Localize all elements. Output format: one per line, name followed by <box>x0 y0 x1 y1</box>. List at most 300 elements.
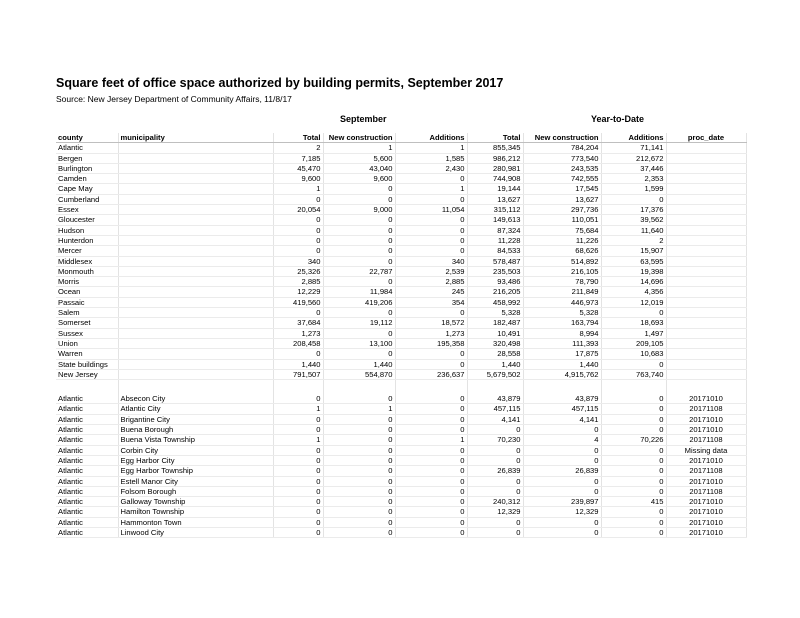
ytd-additions-cell: 19,398 <box>601 266 666 276</box>
ytd-additions-cell: 70,226 <box>601 435 666 445</box>
ytd-new-construction-cell: 12,329 <box>523 507 601 517</box>
county-row <box>56 266 746 276</box>
municipality-cell <box>118 287 273 297</box>
proc-date-cell <box>666 256 746 266</box>
spacer-cell <box>601 380 666 395</box>
sep-total-cell: 9,600 <box>273 174 323 184</box>
municipality-row <box>56 455 746 465</box>
sep-total-cell: 37,684 <box>273 318 323 328</box>
sep-new-construction-cell: 0 <box>323 328 395 338</box>
ytd-new-construction-cell: 26,839 <box>523 466 601 476</box>
county-cell: Burlington <box>56 163 118 173</box>
proc-date-cell <box>666 215 746 225</box>
sep-total-cell: 0 <box>273 414 323 424</box>
spacer-cell <box>395 380 467 395</box>
sep-additions-cell: 0 <box>395 517 467 527</box>
municipality-cell: Linwood City <box>118 527 273 537</box>
col-sep-additions: Additions <box>395 133 467 143</box>
municipality-cell: Atlantic City <box>118 404 273 414</box>
sep-new-construction-cell: 0 <box>323 486 395 496</box>
ytd-additions-cell: 0 <box>601 466 666 476</box>
municipality-row <box>56 414 746 424</box>
sep-total-cell: 0 <box>273 349 323 359</box>
municipality-cell <box>118 194 273 204</box>
county-cell: Atlantic <box>56 497 118 507</box>
sep-total-cell: 20,054 <box>273 205 323 215</box>
sep-additions-cell: 0 <box>395 215 467 225</box>
col-ytd-additions: Additions <box>601 133 666 143</box>
sep-additions-cell: 0 <box>395 497 467 507</box>
sep-total-cell: 0 <box>273 225 323 235</box>
county-cell: Atlantic <box>56 425 118 435</box>
county-row <box>56 174 746 184</box>
sep-total-cell: 1 <box>273 404 323 414</box>
ytd-total-cell: 315,112 <box>467 205 523 215</box>
sep-total-cell: 0 <box>273 394 323 404</box>
sep-additions-cell: 0 <box>395 246 467 256</box>
proc-date-cell: 20171108 <box>666 466 746 476</box>
ytd-total-cell: 0 <box>467 517 523 527</box>
ytd-additions-cell: 415 <box>601 497 666 507</box>
sep-additions-cell: 0 <box>395 466 467 476</box>
municipality-cell <box>118 225 273 235</box>
sep-additions-cell: 2,539 <box>395 266 467 276</box>
ytd-new-construction-cell: 243,535 <box>523 163 601 173</box>
sep-additions-cell: 236,637 <box>395 369 467 379</box>
municipality-cell: Hammonton Town <box>118 517 273 527</box>
municipality-cell <box>118 163 273 173</box>
ytd-new-construction-cell: 1,440 <box>523 359 601 369</box>
county-cell: New Jersey <box>56 369 118 379</box>
county-row <box>56 143 746 153</box>
ytd-additions-cell: 212,672 <box>601 153 666 163</box>
ytd-new-construction-cell: 13,627 <box>523 194 601 204</box>
county-cell: Morris <box>56 277 118 287</box>
sep-additions-cell: 1,585 <box>395 153 467 163</box>
proc-date-cell: 20171010 <box>666 476 746 486</box>
sep-new-construction-cell: 11,984 <box>323 287 395 297</box>
ytd-new-construction-cell: 4,915,762 <box>523 369 601 379</box>
sep-additions-cell: 0 <box>395 194 467 204</box>
county-cell: Atlantic <box>56 486 118 496</box>
municipality-cell: Buena Borough <box>118 425 273 435</box>
sep-new-construction-cell: 0 <box>323 225 395 235</box>
sep-additions-cell: 1,273 <box>395 328 467 338</box>
sep-total-cell: 0 <box>273 246 323 256</box>
sep-new-construction-cell: 0 <box>323 246 395 256</box>
sep-total-cell: 0 <box>273 466 323 476</box>
sep-new-construction-cell: 0 <box>323 235 395 245</box>
sep-total-cell: 791,507 <box>273 369 323 379</box>
spacer-cell <box>118 380 273 395</box>
sep-total-cell: 7,185 <box>273 153 323 163</box>
county-cell: Cumberland <box>56 194 118 204</box>
group-header-ytd: Year-to-Date <box>591 114 645 124</box>
municipality-cell: Absecon City <box>118 394 273 404</box>
ytd-new-construction-cell: 216,105 <box>523 266 601 276</box>
proc-date-cell: 20171010 <box>666 394 746 404</box>
sep-total-cell: 0 <box>273 497 323 507</box>
ytd-additions-cell: 2 <box>601 235 666 245</box>
municipality-row <box>56 486 746 496</box>
ytd-total-cell: 0 <box>467 486 523 496</box>
municipality-row <box>56 476 746 486</box>
municipality-row <box>56 445 746 455</box>
sep-additions-cell: 1 <box>395 143 467 153</box>
county-cell: Somerset <box>56 318 118 328</box>
sep-new-construction-cell: 0 <box>323 425 395 435</box>
municipality-cell <box>118 369 273 379</box>
sep-additions-cell: 245 <box>395 287 467 297</box>
ytd-additions-cell: 14,696 <box>601 277 666 287</box>
ytd-total-cell: 578,487 <box>467 256 523 266</box>
sep-total-cell: 1 <box>273 435 323 445</box>
ytd-new-construction-cell: 68,626 <box>523 246 601 256</box>
county-row <box>56 328 746 338</box>
ytd-total-cell: 1,440 <box>467 359 523 369</box>
municipality-cell <box>118 153 273 163</box>
county-cell: Gloucester <box>56 215 118 225</box>
sep-total-cell: 0 <box>273 486 323 496</box>
ytd-new-construction-cell: 0 <box>523 476 601 486</box>
report-title: Square feet of office space authorized by building permits, September 2017 <box>56 76 504 90</box>
proc-date-cell <box>666 359 746 369</box>
ytd-additions-cell: 0 <box>601 476 666 486</box>
county-cell: Cape May <box>56 184 118 194</box>
proc-date-cell: 20171010 <box>666 455 746 465</box>
proc-date-cell <box>666 369 746 379</box>
county-cell: Warren <box>56 349 118 359</box>
ytd-new-construction-cell: 17,875 <box>523 349 601 359</box>
ytd-new-construction-cell: 17,545 <box>523 184 601 194</box>
sep-new-construction-cell: 0 <box>323 215 395 225</box>
ytd-total-cell: 5,328 <box>467 308 523 318</box>
county-cell: Atlantic <box>56 517 118 527</box>
proc-date-cell <box>666 153 746 163</box>
county-row <box>56 349 746 359</box>
ytd-additions-cell: 1,497 <box>601 328 666 338</box>
ytd-new-construction-cell: 211,849 <box>523 287 601 297</box>
sep-new-construction-cell: 0 <box>323 349 395 359</box>
ytd-additions-cell: 0 <box>601 507 666 517</box>
header-row <box>56 133 746 143</box>
ytd-new-construction-cell: 457,115 <box>523 404 601 414</box>
county-cell: Union <box>56 338 118 348</box>
ytd-additions-cell: 10,683 <box>601 349 666 359</box>
proc-date-cell: 20171010 <box>666 507 746 517</box>
municipality-cell <box>118 266 273 276</box>
municipality-cell <box>118 143 273 153</box>
sep-additions-cell: 0 <box>395 476 467 486</box>
proc-date-cell <box>666 287 746 297</box>
municipality-cell <box>118 246 273 256</box>
sep-total-cell: 0 <box>273 507 323 517</box>
municipality-row <box>56 527 746 537</box>
county-row <box>56 318 746 328</box>
col-sep-total: Total <box>273 133 323 143</box>
sep-additions-cell: 2,885 <box>395 277 467 287</box>
ytd-additions-cell: 0 <box>601 359 666 369</box>
sep-total-cell: 1 <box>273 184 323 194</box>
municipality-cell <box>118 277 273 287</box>
sep-new-construction-cell: 0 <box>323 455 395 465</box>
ytd-new-construction-cell: 0 <box>523 517 601 527</box>
sep-new-construction-cell: 0 <box>323 445 395 455</box>
sep-new-construction-cell: 0 <box>323 184 395 194</box>
sep-total-cell: 2,885 <box>273 277 323 287</box>
ytd-new-construction-cell: 43,879 <box>523 394 601 404</box>
spacer-cell <box>273 380 323 395</box>
county-row <box>56 287 746 297</box>
county-row <box>56 215 746 225</box>
municipality-row <box>56 394 746 404</box>
sep-new-construction-cell: 0 <box>323 527 395 537</box>
municipality-cell <box>118 328 273 338</box>
proc-date-cell: 20171010 <box>666 425 746 435</box>
municipality-cell: Galloway Township <box>118 497 273 507</box>
county-row <box>56 225 746 235</box>
sep-new-construction-cell: 419,206 <box>323 297 395 307</box>
sep-total-cell: 0 <box>273 215 323 225</box>
ytd-additions-cell: 0 <box>601 445 666 455</box>
sep-new-construction-cell: 0 <box>323 517 395 527</box>
ytd-total-cell: 457,115 <box>467 404 523 414</box>
ytd-new-construction-cell: 0 <box>523 425 601 435</box>
source-note: Source: New Jersey Department of Community Affairs, 11/8/17 <box>56 94 292 104</box>
proc-date-cell <box>666 194 746 204</box>
sep-total-cell: 419,560 <box>273 297 323 307</box>
sep-new-construction-cell: 0 <box>323 277 395 287</box>
permits-table <box>56 133 747 538</box>
ytd-total-cell: 4,141 <box>467 414 523 424</box>
county-cell: Bergen <box>56 153 118 163</box>
sep-total-cell: 0 <box>273 517 323 527</box>
county-cell: Monmouth <box>56 266 118 276</box>
proc-date-cell <box>666 184 746 194</box>
ytd-total-cell: 11,228 <box>467 235 523 245</box>
ytd-new-construction-cell: 784,204 <box>523 143 601 153</box>
proc-date-cell: 20171010 <box>666 527 746 537</box>
ytd-total-cell: 235,503 <box>467 266 523 276</box>
county-row <box>56 235 746 245</box>
municipality-cell: Folsom Borough <box>118 486 273 496</box>
proc-date-cell: 20171010 <box>666 414 746 424</box>
sep-new-construction-cell: 1 <box>323 143 395 153</box>
county-cell: Passaic <box>56 297 118 307</box>
ytd-additions-cell: 0 <box>601 194 666 204</box>
col-county: county <box>56 133 118 143</box>
sep-new-construction-cell: 0 <box>323 476 395 486</box>
county-cell: Hudson <box>56 225 118 235</box>
ytd-new-construction-cell: 514,892 <box>523 256 601 266</box>
sep-additions-cell: 0 <box>395 349 467 359</box>
municipality-cell <box>118 256 273 266</box>
sep-additions-cell: 0 <box>395 359 467 369</box>
county-cell: Atlantic <box>56 455 118 465</box>
sep-additions-cell: 340 <box>395 256 467 266</box>
ytd-total-cell: 280,981 <box>467 163 523 173</box>
county-cell: Ocean <box>56 287 118 297</box>
sep-new-construction-cell: 13,100 <box>323 338 395 348</box>
col-municipality: municipality <box>118 133 273 143</box>
county-row <box>56 359 746 369</box>
municipality-cell <box>118 215 273 225</box>
sep-additions-cell: 0 <box>395 414 467 424</box>
ytd-additions-cell: 1,599 <box>601 184 666 194</box>
sep-additions-cell: 0 <box>395 174 467 184</box>
ytd-total-cell: 320,498 <box>467 338 523 348</box>
spacer-cell <box>467 380 523 395</box>
sep-total-cell: 0 <box>273 476 323 486</box>
county-cell: Essex <box>56 205 118 215</box>
sep-additions-cell: 0 <box>395 404 467 414</box>
ytd-total-cell: 0 <box>467 425 523 435</box>
sep-new-construction-cell: 9,600 <box>323 174 395 184</box>
county-cell: Atlantic <box>56 466 118 476</box>
col-proc-date: proc_date <box>666 133 746 143</box>
county-cell: Atlantic <box>56 507 118 517</box>
sep-total-cell: 25,326 <box>273 266 323 276</box>
sep-new-construction-cell: 5,600 <box>323 153 395 163</box>
ytd-total-cell: 13,627 <box>467 194 523 204</box>
proc-date-cell: 20171010 <box>666 497 746 507</box>
county-cell: Mercer <box>56 246 118 256</box>
county-cell: Atlantic <box>56 404 118 414</box>
sep-additions-cell: 1 <box>395 435 467 445</box>
ytd-additions-cell: 0 <box>601 414 666 424</box>
sep-additions-cell: 0 <box>395 527 467 537</box>
ytd-additions-cell: 15,907 <box>601 246 666 256</box>
sep-new-construction-cell: 0 <box>323 308 395 318</box>
ytd-new-construction-cell: 163,794 <box>523 318 601 328</box>
municipality-cell <box>118 308 273 318</box>
ytd-additions-cell: 0 <box>601 517 666 527</box>
municipality-cell: Egg Harbor Township <box>118 466 273 476</box>
county-cell: State buildings <box>56 359 118 369</box>
ytd-total-cell: 84,533 <box>467 246 523 256</box>
sep-additions-cell: 0 <box>395 308 467 318</box>
sep-new-construction-cell: 0 <box>323 414 395 424</box>
sep-new-construction-cell: 19,112 <box>323 318 395 328</box>
ytd-additions-cell: 37,446 <box>601 163 666 173</box>
ytd-new-construction-cell: 773,540 <box>523 153 601 163</box>
municipality-cell <box>118 235 273 245</box>
sep-total-cell: 0 <box>273 308 323 318</box>
ytd-total-cell: 0 <box>467 455 523 465</box>
sep-additions-cell: 0 <box>395 394 467 404</box>
municipality-cell <box>118 205 273 215</box>
ytd-new-construction-cell: 742,555 <box>523 174 601 184</box>
sep-new-construction-cell: 0 <box>323 507 395 517</box>
county-cell: Middlesex <box>56 256 118 266</box>
sep-additions-cell: 0 <box>395 455 467 465</box>
proc-date-cell <box>666 266 746 276</box>
ytd-total-cell: 43,879 <box>467 394 523 404</box>
municipality-cell <box>118 349 273 359</box>
sep-new-construction-cell: 0 <box>323 497 395 507</box>
ytd-new-construction-cell: 4,141 <box>523 414 601 424</box>
sep-total-cell: 0 <box>273 425 323 435</box>
municipality-cell <box>118 338 273 348</box>
spacer-cell <box>56 380 118 395</box>
ytd-new-construction-cell: 4 <box>523 435 601 445</box>
county-cell: Atlantic <box>56 143 118 153</box>
sep-total-cell: 1,273 <box>273 328 323 338</box>
ytd-total-cell: 26,839 <box>467 466 523 476</box>
sep-total-cell: 2 <box>273 143 323 153</box>
county-cell: Hunterdon <box>56 235 118 245</box>
sep-additions-cell: 0 <box>395 507 467 517</box>
sep-new-construction-cell: 1,440 <box>323 359 395 369</box>
sep-total-cell: 0 <box>273 445 323 455</box>
proc-date-cell <box>666 163 746 173</box>
ytd-total-cell: 0 <box>467 476 523 486</box>
proc-date-cell <box>666 205 746 215</box>
sep-new-construction-cell: 9,000 <box>323 205 395 215</box>
municipality-cell <box>118 359 273 369</box>
municipality-cell: Brigantine City <box>118 414 273 424</box>
ytd-total-cell: 855,345 <box>467 143 523 153</box>
county-cell: Atlantic <box>56 435 118 445</box>
county-row <box>56 205 746 215</box>
municipality-cell: Buena Vista Township <box>118 435 273 445</box>
ytd-additions-cell: 18,693 <box>601 318 666 328</box>
ytd-new-construction-cell: 297,736 <box>523 205 601 215</box>
sep-new-construction-cell: 0 <box>323 466 395 476</box>
sep-new-construction-cell: 22,787 <box>323 266 395 276</box>
sep-new-construction-cell: 0 <box>323 394 395 404</box>
ytd-new-construction-cell: 5,328 <box>523 308 601 318</box>
sep-additions-cell: 2,430 <box>395 163 467 173</box>
group-header-september: September <box>340 114 387 124</box>
county-row <box>56 246 746 256</box>
municipality-cell <box>118 297 273 307</box>
ytd-total-cell: 0 <box>467 527 523 537</box>
proc-date-cell: Missing data <box>666 445 746 455</box>
county-cell: Sussex <box>56 328 118 338</box>
proc-date-cell <box>666 246 746 256</box>
ytd-new-construction-cell: 446,973 <box>523 297 601 307</box>
sep-total-cell: 340 <box>273 256 323 266</box>
sep-additions-cell: 11,054 <box>395 205 467 215</box>
county-row <box>56 184 746 194</box>
county-cell: Atlantic <box>56 394 118 404</box>
municipality-cell <box>118 174 273 184</box>
ytd-total-cell: 12,329 <box>467 507 523 517</box>
ytd-additions-cell: 0 <box>601 308 666 318</box>
ytd-additions-cell: 0 <box>601 486 666 496</box>
sep-additions-cell: 354 <box>395 297 467 307</box>
ytd-total-cell: 10,491 <box>467 328 523 338</box>
ytd-total-cell: 93,486 <box>467 277 523 287</box>
municipality-row <box>56 435 746 445</box>
sep-additions-cell: 0 <box>395 235 467 245</box>
proc-date-cell <box>666 349 746 359</box>
col-ytd-new-construction: New construction <box>523 133 601 143</box>
ytd-total-cell: 986,212 <box>467 153 523 163</box>
sep-new-construction-cell: 0 <box>323 256 395 266</box>
proc-date-cell <box>666 235 746 245</box>
proc-date-cell <box>666 225 746 235</box>
proc-date-cell <box>666 318 746 328</box>
sep-additions-cell: 0 <box>395 486 467 496</box>
sep-additions-cell: 0 <box>395 425 467 435</box>
ytd-total-cell: 149,613 <box>467 215 523 225</box>
sep-new-construction-cell: 1 <box>323 404 395 414</box>
municipality-row <box>56 507 746 517</box>
county-row <box>56 308 746 318</box>
sep-new-construction-cell: 43,040 <box>323 163 395 173</box>
